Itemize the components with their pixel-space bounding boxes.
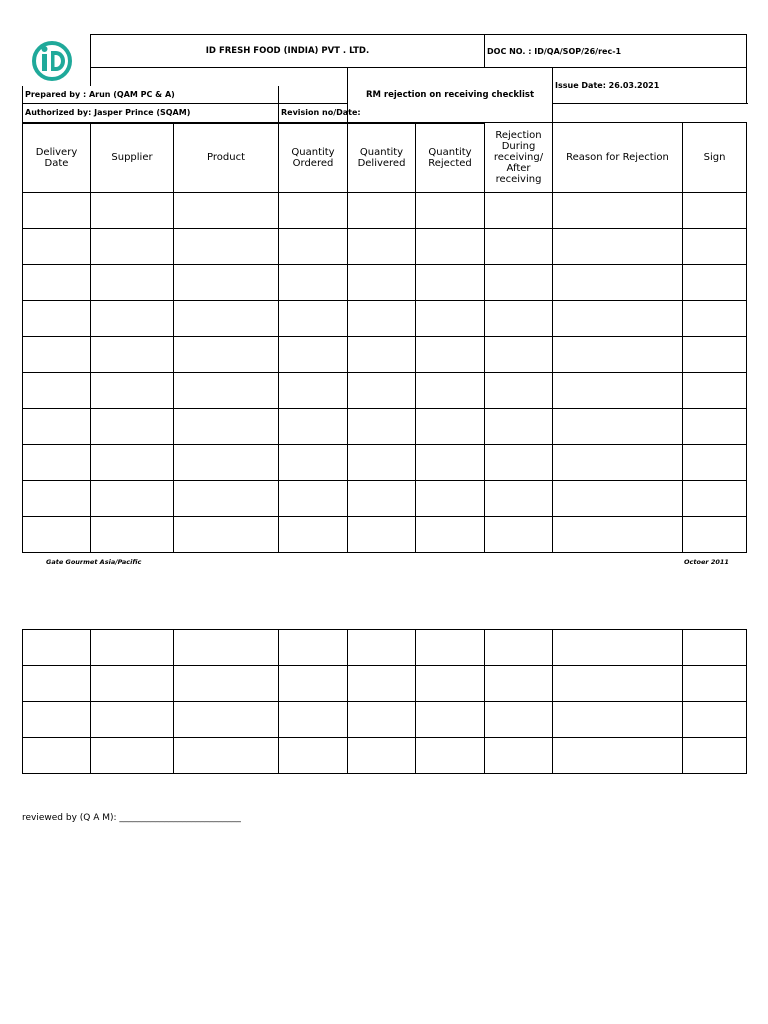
table-row [23, 409, 747, 445]
entry-rows [23, 193, 747, 553]
logo-cell [23, 35, 91, 86]
table-row [23, 738, 747, 774]
reviewed-by-line: reviewed by (Q A M): ___________________________ [22, 813, 241, 823]
column-header: Sign [683, 123, 747, 193]
column-header: Reason for Rejection [553, 123, 683, 193]
column-header: Rejection During receiving/ After receiving [485, 123, 553, 193]
form-title: RM rejection on receiving checklist [348, 68, 553, 123]
continuation-sheet [22, 629, 746, 774]
table-row [23, 445, 747, 481]
column-header: Quantity Ordered [279, 123, 348, 193]
column-header: Quantity Delivered [348, 123, 416, 193]
revision: Revision no/Date: [279, 104, 485, 123]
table-row [23, 702, 747, 738]
table-row [23, 229, 747, 265]
continuation-table [22, 629, 747, 774]
column-header: Delivery Date [23, 123, 91, 193]
checklist-sheet [22, 34, 746, 554]
prepared-by: Prepared by : Arun (QAM PC & A) [23, 86, 279, 104]
footer-left-note: Gate Gourmet Asia/Pacific [46, 558, 142, 566]
footer-right-note: Octoer 2011 [684, 558, 729, 566]
table-row [23, 630, 747, 666]
table-row [23, 337, 747, 373]
table-row [23, 265, 747, 301]
column-header: Product [174, 123, 279, 193]
column-header: Supplier [91, 123, 174, 193]
table-row [23, 373, 747, 409]
table-row [23, 517, 747, 553]
table-row [23, 666, 747, 702]
authorized-by: Authorized by: Jasper Prince (SQAM) [23, 104, 279, 123]
table-row [23, 193, 747, 229]
company-logo-icon [27, 37, 77, 85]
doc-number: DOC NO. : ID/QA/SOP/26/rec-1 [485, 35, 747, 68]
company-name: ID FRESH FOOD (INDIA) PVT . LTD. [91, 35, 485, 68]
issue-date: Issue Date: 26.03.2021 [553, 68, 747, 104]
table-row [23, 301, 747, 337]
header-table [22, 34, 747, 553]
blank-area [91, 68, 348, 86]
table-row [23, 481, 747, 517]
column-header: Quantity Rejected [416, 123, 485, 193]
